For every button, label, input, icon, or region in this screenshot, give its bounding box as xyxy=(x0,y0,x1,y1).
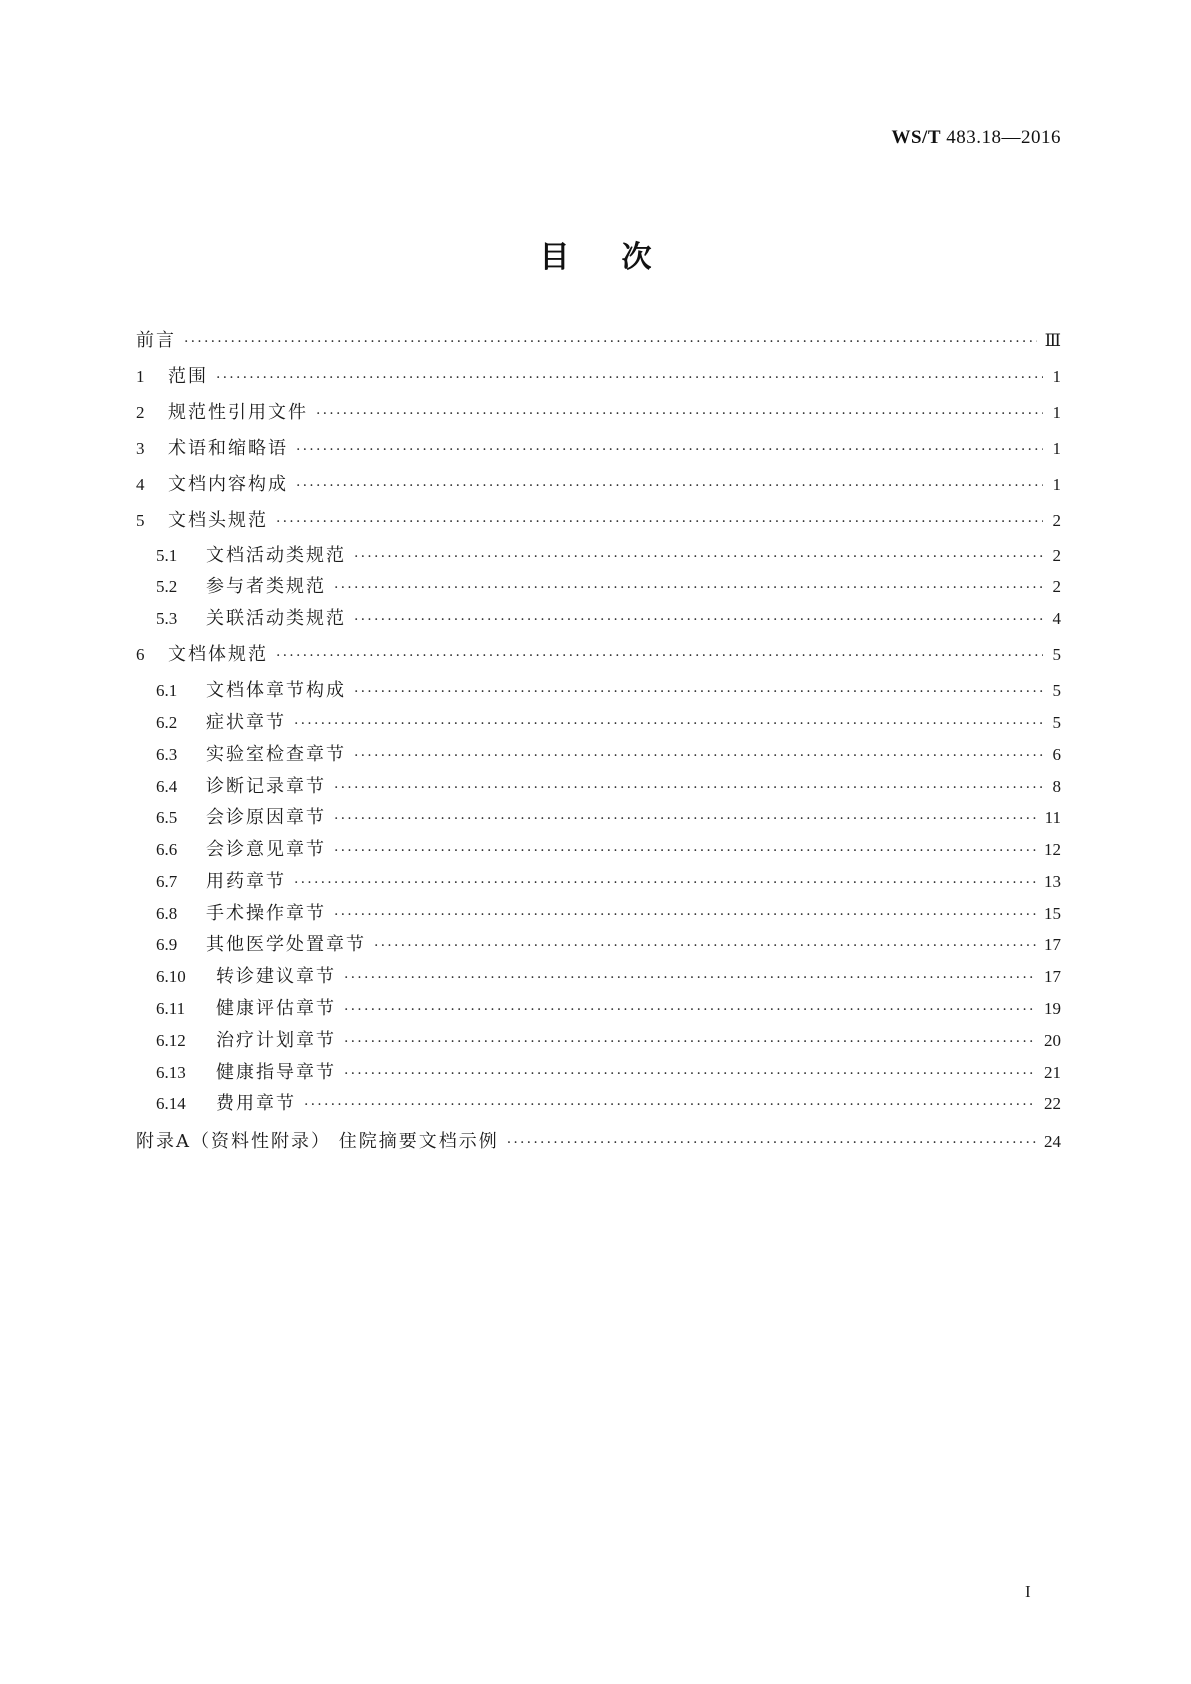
toc-entry-page: 6 xyxy=(1052,745,1061,764)
toc-entry-6-4[interactable] xyxy=(156,774,1061,800)
toc-entry-page: 21 xyxy=(1044,1063,1061,1082)
toc-leader-dots xyxy=(334,575,1043,601)
toc-entry-page: 5 xyxy=(1052,681,1061,700)
toc-entry-6-9[interactable] xyxy=(156,932,1061,958)
toc-entry-6-14[interactable] xyxy=(156,1091,1061,1117)
toc-entry-number: 6.9 xyxy=(156,935,178,954)
toc-entry-number: 6.12 xyxy=(156,1031,186,1050)
toc-leader-dots xyxy=(294,711,1043,737)
toc-entry-2[interactable] xyxy=(136,400,1061,426)
toc-entry-page: 1 xyxy=(1052,403,1061,422)
toc-entry-page: 11 xyxy=(1044,808,1061,827)
toc-entry-page: 22 xyxy=(1044,1094,1061,1113)
toc-entry-number: 6.3 xyxy=(156,745,178,764)
toc-entry-title: 范围 xyxy=(168,366,208,387)
toc-entry-title: 会诊意见章节 xyxy=(206,839,326,860)
toc-entry-number: 6.8 xyxy=(156,904,178,923)
toc-entry-6-13[interactable] xyxy=(156,1060,1061,1086)
toc-leader-dots xyxy=(316,401,1043,427)
toc-entry-page: 5 xyxy=(1052,713,1061,732)
toc-entry-title: 文档内容构成 xyxy=(168,474,288,495)
toc-entry-number: 3 xyxy=(136,439,145,458)
toc-entry-number: 6.10 xyxy=(156,967,186,986)
toc-entry-title: 关联活动类规范 xyxy=(206,608,346,629)
toc-entry-title: 实验室检查章节 xyxy=(206,744,346,765)
toc-leader-dots xyxy=(354,679,1043,705)
footer-page-number: I xyxy=(1025,1582,1031,1601)
toc-entry-title: 规范性引用文件 xyxy=(168,402,308,423)
toc-leader-dots xyxy=(334,806,1037,832)
toc-entry-number: 2 xyxy=(136,403,145,422)
toc-entry-number: 6.2 xyxy=(156,713,178,732)
toc-entry-number: 1 xyxy=(136,367,145,386)
toc-leader-dots xyxy=(344,965,1036,991)
toc-entry-page: 8 xyxy=(1052,777,1061,796)
toc-entry-page: 1 xyxy=(1052,475,1061,494)
toc-entry-title: 转诊建议章节 xyxy=(216,966,336,987)
toc-entry-title: 健康指导章节 xyxy=(216,1062,336,1083)
toc-entry-title: 症状章节 xyxy=(206,712,286,733)
toc-entry-number: 6.4 xyxy=(156,777,178,796)
toc-entry-page: 2 xyxy=(1052,546,1061,565)
toc-entry-6-6[interactable] xyxy=(156,837,1061,863)
toc-entry-number: 5.1 xyxy=(156,546,178,565)
toc-entry-6[interactable] xyxy=(136,642,1061,668)
toc-entry-page: 1 xyxy=(1052,367,1061,386)
toc-entry-1[interactable] xyxy=(136,364,1061,390)
toc-leader-dots xyxy=(354,544,1043,570)
toc-entry-page: 4 xyxy=(1052,609,1061,628)
toc-leader-dots xyxy=(294,870,1036,896)
toc-entry-title: 会诊原因章节 xyxy=(206,807,326,828)
toc-entry-page: 17 xyxy=(1044,935,1061,954)
toc-entry-number: 5.2 xyxy=(156,577,178,596)
toc-entry-title: 附录A（资料性附录） 住院摘要文档示例 xyxy=(136,1131,499,1152)
toc-entry-6-2[interactable] xyxy=(156,710,1061,736)
toc-entry-6-10[interactable] xyxy=(156,964,1061,990)
document-code xyxy=(891,127,1061,149)
toc-leader-dots xyxy=(344,997,1036,1023)
toc-entry-page: 2 xyxy=(1052,577,1061,596)
toc-entry-title: 手术操作章节 xyxy=(206,903,326,924)
document-code-number: 483.18—2016 xyxy=(946,127,1061,148)
toc-entry-number: 6.6 xyxy=(156,840,178,859)
toc-entry-page: 19 xyxy=(1044,999,1061,1018)
toc-leader-dots xyxy=(334,838,1036,864)
toc-entry-6-8[interactable] xyxy=(156,901,1061,927)
toc-leader-dots xyxy=(276,509,1043,535)
toc-entry-6-11[interactable] xyxy=(156,996,1061,1022)
toc-entry-title: 其他医学处置章节 xyxy=(206,934,366,955)
toc-leader-dots xyxy=(296,473,1043,499)
toc-leader-dots xyxy=(344,1061,1036,1087)
toc-entry-number: 5.3 xyxy=(156,609,178,628)
toc-entry-number: 6.5 xyxy=(156,808,178,827)
toc-entry-title: 前言 xyxy=(136,330,176,351)
toc-entry-number: 6.14 xyxy=(156,1094,186,1113)
toc-entry-5-2[interactable] xyxy=(156,574,1061,600)
toc-leader-dots xyxy=(276,643,1043,669)
toc-entry-title: 诊断记录章节 xyxy=(206,776,326,797)
toc-leader-dots xyxy=(334,775,1043,801)
toc-leader-dots xyxy=(334,902,1036,928)
toc-leader-dots xyxy=(374,933,1036,959)
toc-entry-6-3[interactable] xyxy=(156,742,1061,768)
page-title: 目次 xyxy=(539,240,704,275)
toc-entry-page: 2 xyxy=(1052,511,1061,530)
toc-entry-page: Ⅲ xyxy=(1044,331,1061,350)
toc-entry-6-1[interactable] xyxy=(156,678,1061,704)
toc-entry-number: 6.1 xyxy=(156,681,178,700)
toc-entry-page: 15 xyxy=(1044,904,1061,923)
toc-entry-title: 文档体章节构成 xyxy=(206,680,346,701)
toc-entry-title: 术语和缩略语 xyxy=(168,438,288,459)
toc-entry-page: 20 xyxy=(1044,1031,1061,1050)
document-code-prefix: WS/T xyxy=(891,127,941,148)
toc-entry-number: 4 xyxy=(136,475,145,494)
toc-leader-dots xyxy=(304,1092,1036,1118)
toc-entry-page: 1 xyxy=(1052,439,1061,458)
toc-entry-appendix-a[interactable] xyxy=(136,1129,1061,1155)
toc-leader-dots xyxy=(344,1029,1036,1055)
toc-entry-foreword[interactable] xyxy=(136,328,1061,354)
toc-leader-dots xyxy=(296,437,1043,463)
toc-entry-title: 参与者类规范 xyxy=(206,576,326,597)
toc-entry-page: 24 xyxy=(1044,1132,1061,1151)
toc-entry-title: 文档头规范 xyxy=(168,510,268,531)
toc-entry-number: 6.13 xyxy=(156,1063,186,1082)
toc-entry-6-12[interactable] xyxy=(156,1028,1061,1054)
toc-entry-6-5[interactable] xyxy=(156,805,1061,831)
toc-entry-title: 治疗计划章节 xyxy=(216,1030,336,1051)
toc-entry-page: 17 xyxy=(1044,967,1061,986)
toc-entry-5-1[interactable] xyxy=(156,543,1061,569)
toc-entry-4[interactable] xyxy=(136,472,1061,498)
toc-entry-3[interactable] xyxy=(136,436,1061,462)
toc-entry-page: 5 xyxy=(1052,645,1061,664)
toc-leader-dots xyxy=(184,329,1037,355)
toc-entry-title: 费用章节 xyxy=(216,1093,296,1114)
toc-entry-page: 13 xyxy=(1044,872,1061,891)
toc-entry-5-3[interactable] xyxy=(156,606,1061,632)
toc-leader-dots xyxy=(216,365,1043,391)
toc-entry-page: 12 xyxy=(1044,840,1061,859)
toc-entry-number: 6.7 xyxy=(156,872,178,891)
toc-entry-number: 6.11 xyxy=(156,999,186,1018)
toc-leader-dots xyxy=(507,1130,1036,1156)
toc-entry-title: 文档体规范 xyxy=(168,644,268,665)
toc-entry-title: 用药章节 xyxy=(206,871,286,892)
toc-entry-title: 健康评估章节 xyxy=(216,998,336,1019)
toc-entry-number: 5 xyxy=(136,511,145,530)
toc-entry-5[interactable] xyxy=(136,508,1061,534)
toc-leader-dots xyxy=(354,607,1043,633)
toc-entry-title: 文档活动类规范 xyxy=(206,545,346,566)
toc-leader-dots xyxy=(354,743,1043,769)
toc-entry-number: 6 xyxy=(136,645,145,664)
toc-entry-6-7[interactable] xyxy=(156,869,1061,895)
